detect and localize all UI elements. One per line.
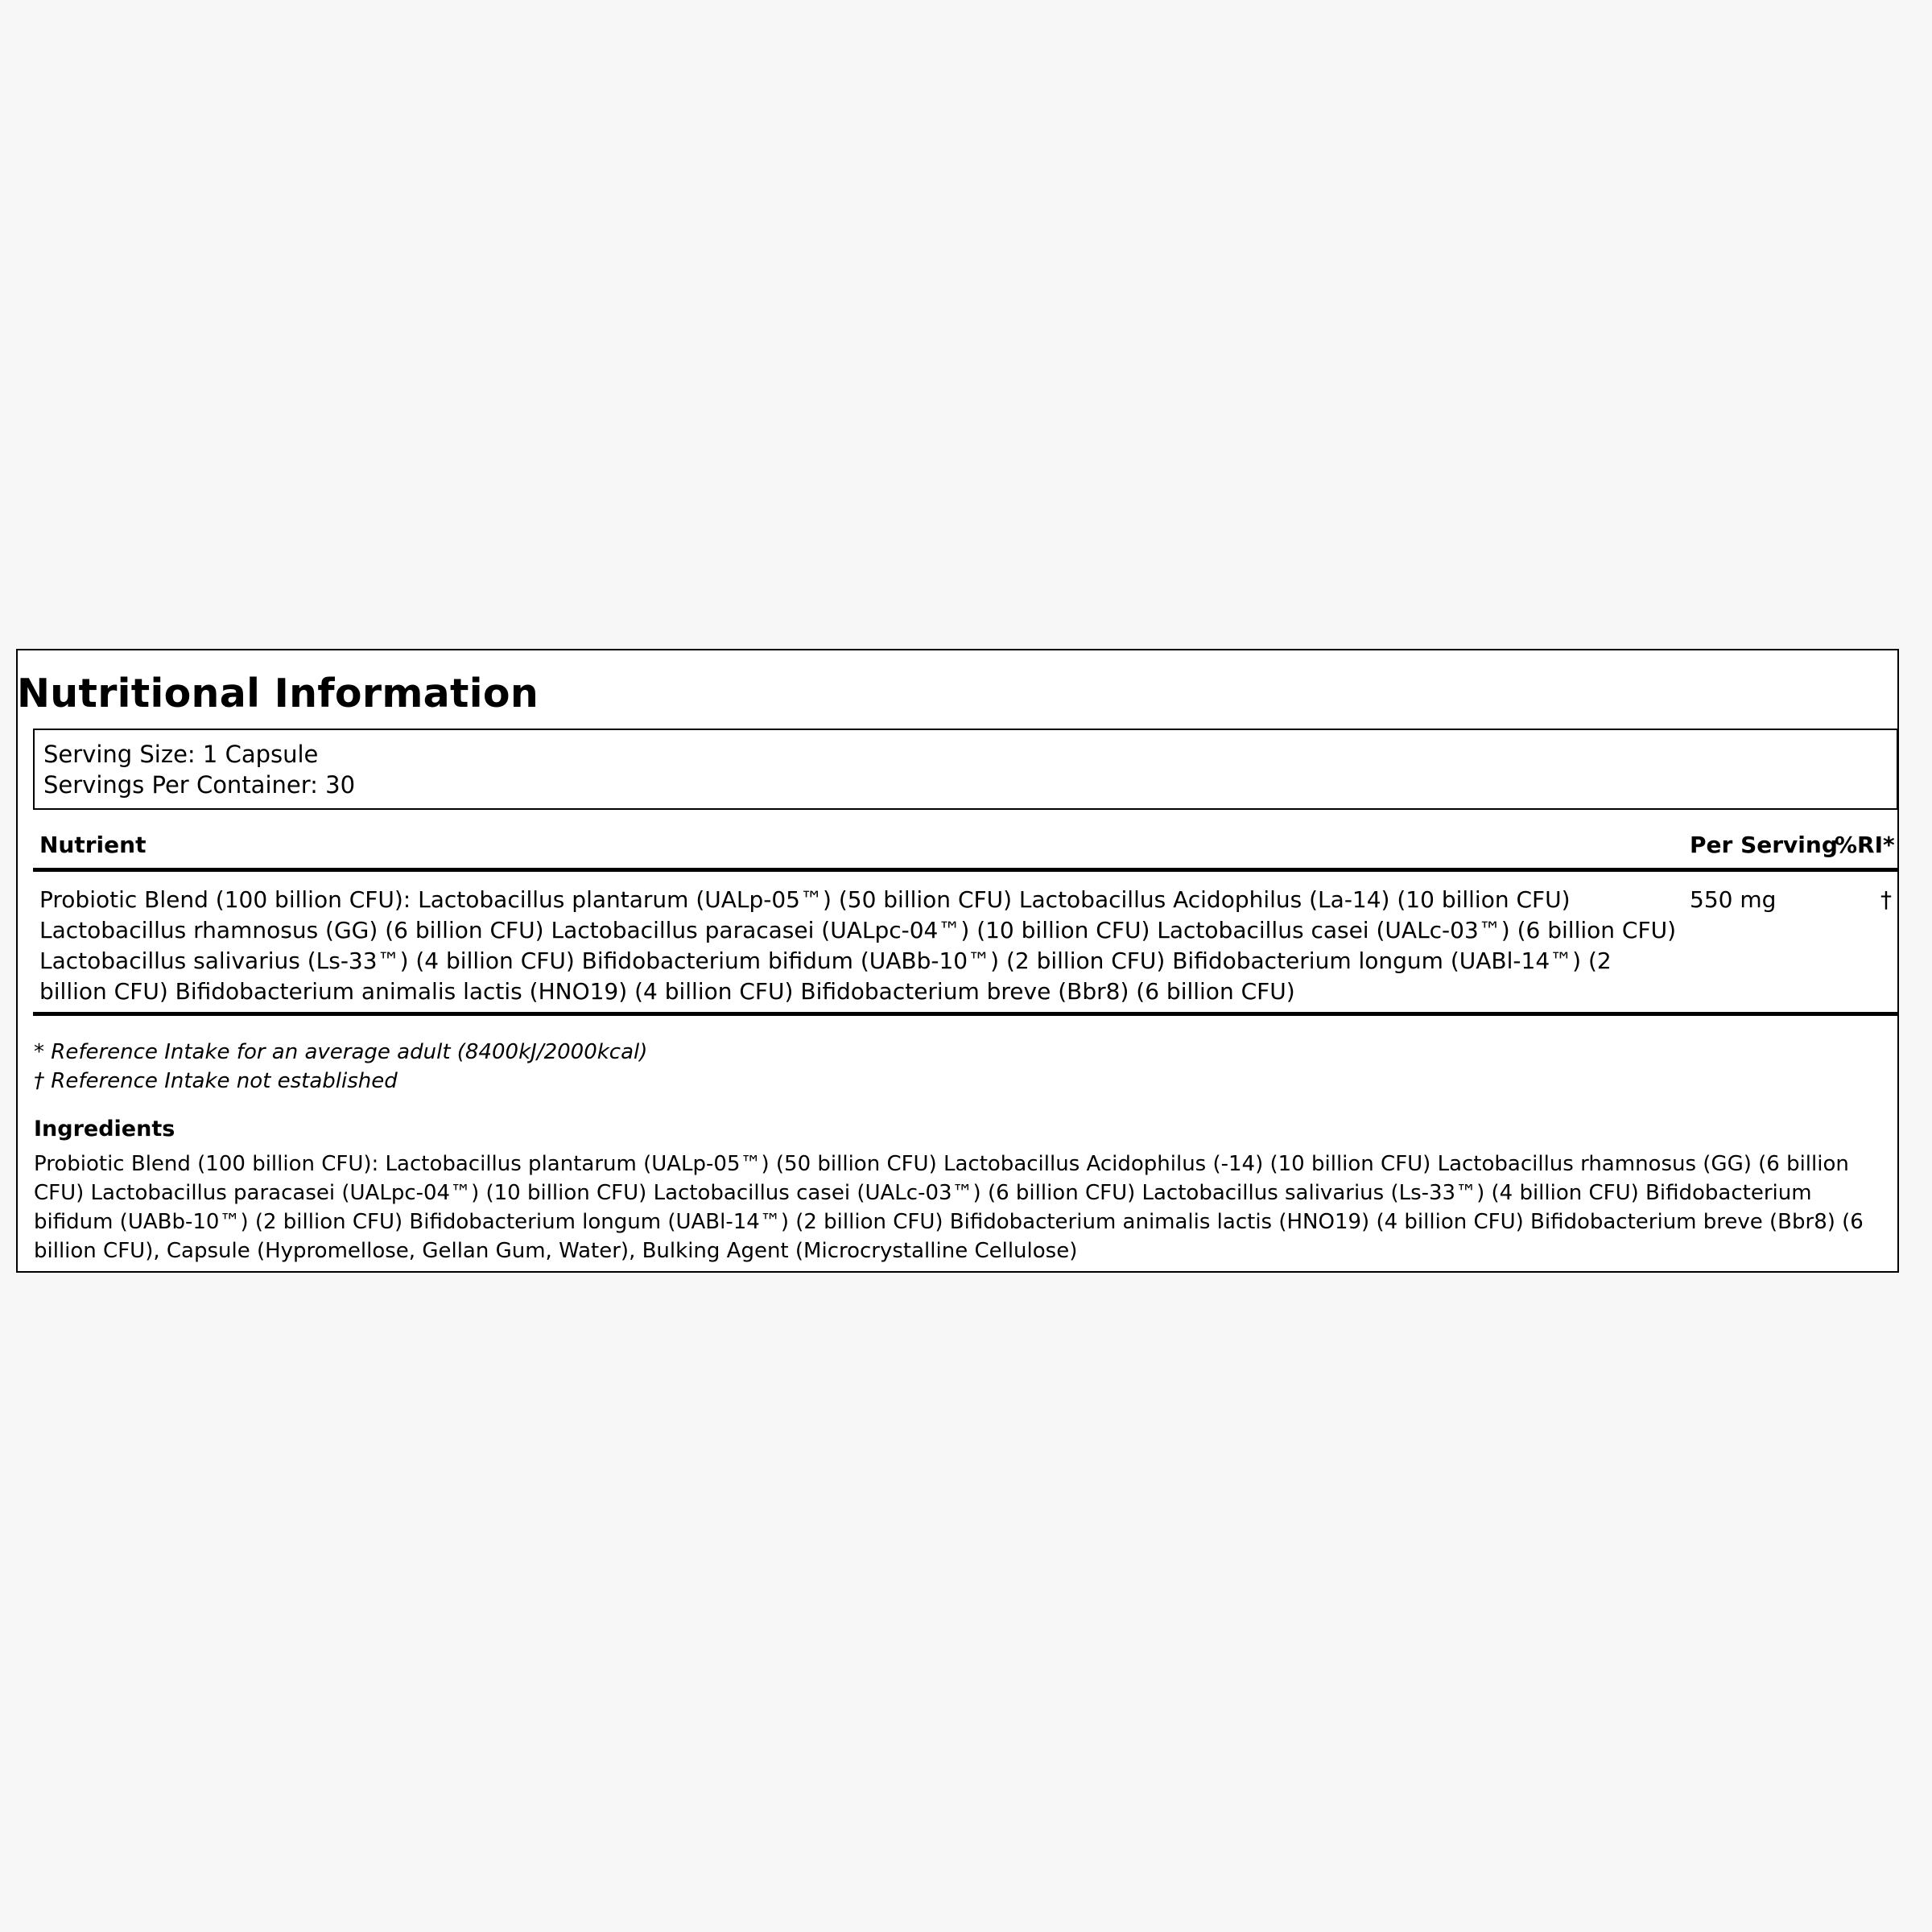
ingredients-heading: Ingredients: [34, 1117, 175, 1141]
header-ri: %RI*: [1828, 826, 1898, 870]
footnote-not-established: † Reference Intake not established: [34, 1069, 398, 1093]
serving-info-box: [33, 729, 1898, 810]
table-header-row: [33, 826, 1898, 870]
serving-size: Serving Size: 1 Capsule: [43, 741, 319, 768]
nutrient-table-wrapper: [33, 826, 1898, 1016]
nutrient-table: [33, 826, 1898, 1016]
footnotes: [34, 1038, 647, 1096]
nutrient-name: Probiotic Blend (100 billion CFU): Lactobacillus plantarum (UALp-05™) (50 billion CFU) Lactobacillus Acidophilus (La-14) (10 billion CFU) Lactobacillus rhamnosus (GG) (6 billion CFU) Lactobacillus paracasei (UALpc-04™) (10 billion CFU) Lactobacillus casei (UALc-03™) (6 billion CFU) Lactobacillus salivarius (Ls-33™) (4 billion CFU) Bifidobacterium bifidum (UABb-10™) (2 billion CFU) Bifidobacterium longum (UABl-14™) (2 billion CFU) Bifidobacterium animalis lactis (HNO19) (4 billion CFU) Bifidobacterium breve (Bbr8) (6 billion CFU): [33, 870, 1683, 1014]
footnote-reference-intake: * Reference Intake for an average adult (8400kJ/2000kcal): [34, 1040, 648, 1064]
nutrient-ri: †: [1828, 870, 1898, 1014]
page-title: Nutritional Information: [17, 671, 539, 716]
servings-per-container: Servings Per Container: 30: [43, 771, 356, 799]
header-nutrient: Nutrient: [33, 826, 1683, 870]
table-row: [33, 870, 1898, 1014]
header-per-serving: Per Serving: [1683, 826, 1828, 870]
ingredients-text: Probiotic Blend (100 billion CFU): Lactobacillus plantarum (UALp-05™) (50 billion CFU) Lactobacillus Acidophilus (-14) (10 billion CFU) Lactobacillus rhamnosus (GG) (6 billion CFU) Lactobacillus paracasei (UALpc-04™) (10 billion CFU) Lactobacillus casei (UALc-03™) (6 billion CFU) Lactobacillus salivarius (Ls-33™) (4 billion CFU) Bifidobacterium bifidum (UABb-10™) (2 billion CFU) Bifidobacterium longum (UABl-14™) (2 billion CFU) Bifidobacterium animalis lactis (HNO19) (4 billion CFU) Bifidobacterium breve (Bbr8) (6 billion CFU), Capsule (Hypromellose, Gellan Gum, Water), Bulking Agent (Microcrystalline Cellulose): [34, 1152, 1864, 1263]
nutrient-per-serving: 550 mg: [1683, 870, 1828, 1014]
